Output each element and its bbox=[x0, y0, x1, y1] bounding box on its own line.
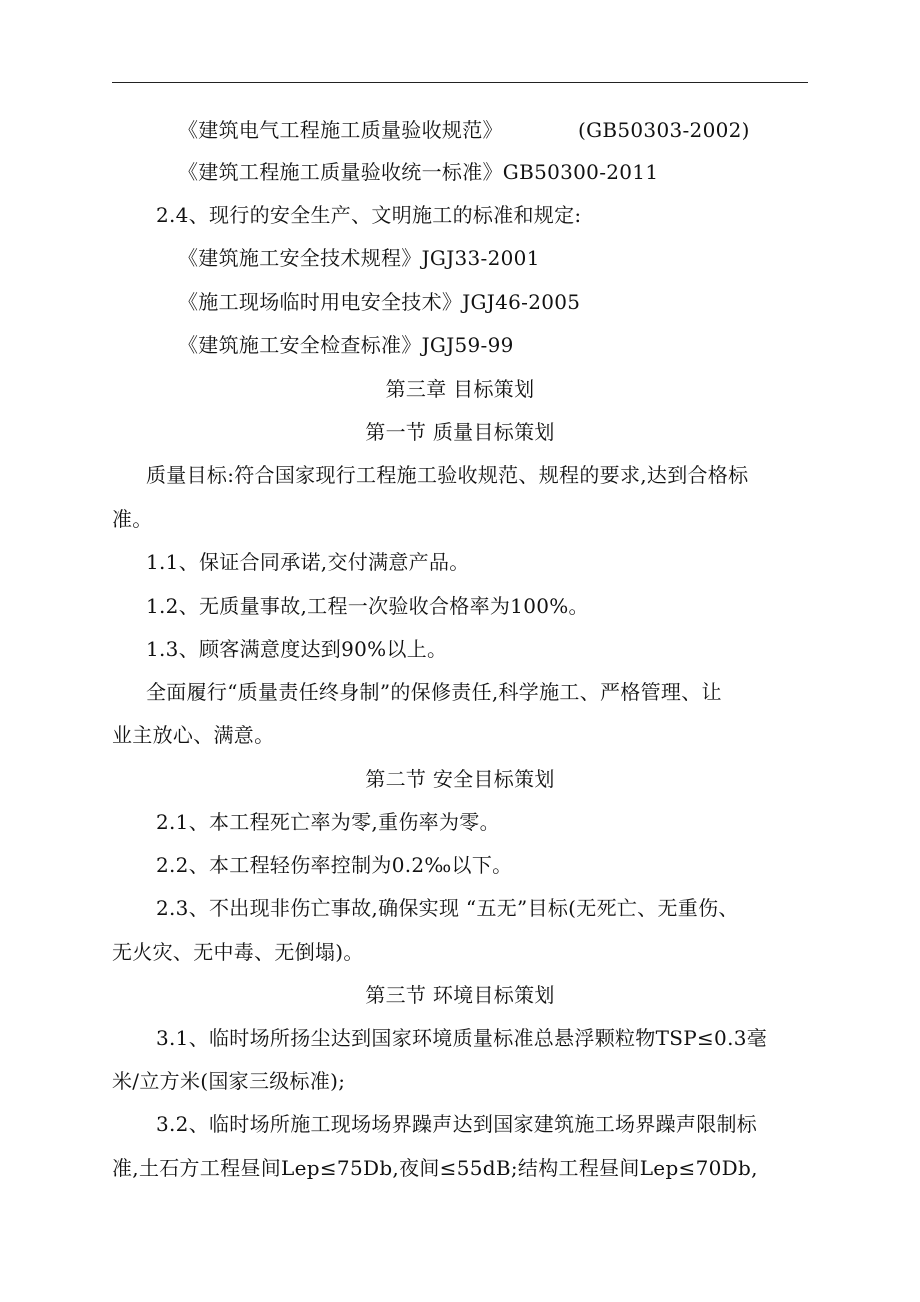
environment-item-3-2-line-2: 准,土石方工程昼间Lep≤75Db,夜间≤55dB;结构工程昼间Lep≤70Db, bbox=[112, 1156, 758, 1180]
safety-item-2-2: 2.2、本工程轻伤率控制为0.2‰以下。 bbox=[156, 853, 513, 877]
warranty-line-1: 全面履行“质量责任终身制”的保修责任,科学施工、严格管理、让 bbox=[146, 680, 722, 704]
chapter-title: 第三章 目标策划 bbox=[385, 377, 535, 401]
reference-temporary-power: 《施工现场临时用电安全技术》JGJ46-2005 bbox=[178, 290, 581, 314]
quality-goal-line-2: 准。 bbox=[112, 507, 153, 531]
reference-safety-code: 《建筑施工安全技术规程》JGJ33-2001 bbox=[178, 246, 540, 270]
environment-item-3-2-line-1: 3.2、临时场所施工现场场界躁声达到国家建筑施工场界躁声限制标 bbox=[156, 1112, 758, 1136]
safety-item-2-3-line-1: 2.3、不出现非伤亡事故,确保实现 “五无”目标(无死亡、无重伤、 bbox=[156, 896, 739, 920]
safety-item-2-3-line-2: 无火灾、无中毒、无倒塌)。 bbox=[112, 940, 364, 964]
reference-electrical-title: 《建筑电气工程施工质量验收规范》 bbox=[178, 118, 503, 142]
safety-item-2-1: 2.1、本工程死亡率为零,重伤率为零。 bbox=[156, 810, 500, 834]
quality-item-1-1: 1.1、保证合同承诺,交付满意产品。 bbox=[146, 550, 470, 574]
reference-electrical-code: (GB50303-2002) bbox=[578, 118, 750, 142]
section-quality-title: 第一节 质量目标策划 bbox=[365, 420, 555, 444]
quality-goal-line-1: 质量目标:符合国家现行工程施工验收规范、规程的要求,达到合格标 bbox=[146, 463, 749, 487]
quality-item-1-3: 1.3、顾客满意度达到90%以上。 bbox=[146, 637, 448, 661]
reference-unified-standard: 《建筑工程施工质量验收统一标准》GB50300-2011 bbox=[178, 160, 659, 184]
header-rule bbox=[112, 82, 808, 83]
section-environment-title: 第三节 环境目标策划 bbox=[365, 983, 555, 1007]
environment-item-3-1-line-2: 米/立方米(国家三级标准); bbox=[112, 1069, 346, 1093]
environment-item-3-1-line-1: 3.1、临时场所扬尘达到国家环境质量标准总悬浮颗粒物TSP≤0.3毫 bbox=[156, 1026, 768, 1050]
reference-safety-inspection: 《建筑施工安全检查标准》JGJ59-99 bbox=[178, 333, 514, 357]
section-2-4-heading: 2.4、现行的安全生产、文明施工的标准和规定: bbox=[156, 203, 582, 227]
section-safety-title: 第二节 安全目标策划 bbox=[365, 767, 555, 791]
warranty-line-2: 业主放心、满意。 bbox=[112, 723, 275, 747]
quality-item-1-2: 1.2、无质量事故,工程一次验收合格率为100%。 bbox=[146, 594, 589, 618]
